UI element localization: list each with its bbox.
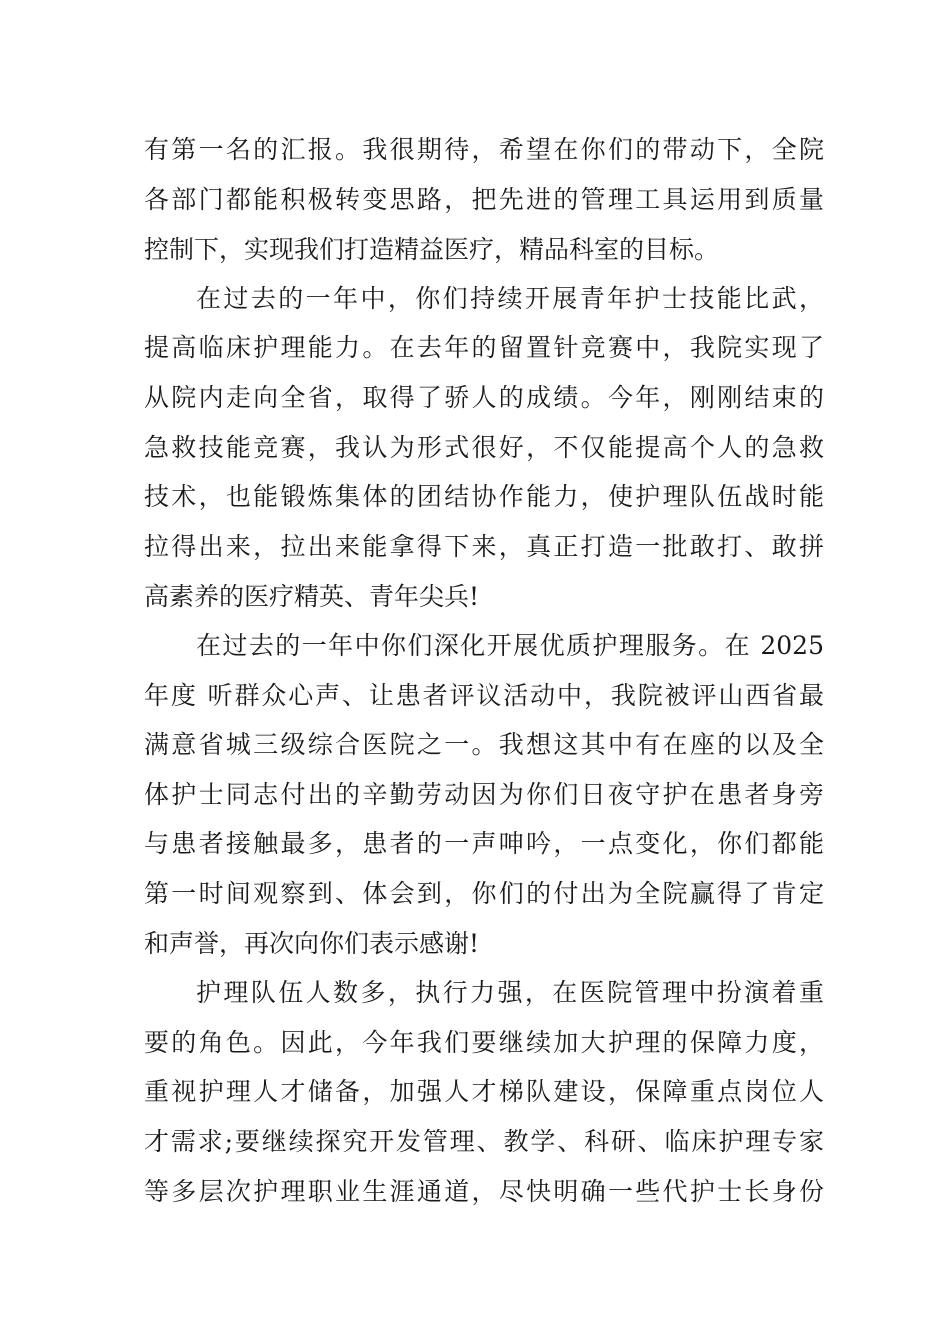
- text-line: 拉得出来，拉出来能拿得下来，真正打造一批敢打、敢拼: [144, 532, 824, 561]
- text-line: 有第一名的汇报。我很期待，希望在你们的带动下，全院: [144, 135, 824, 164]
- text-line: 年度 听群众心声、让患者评议活动中，我院被评山西省最: [144, 681, 824, 710]
- text-line: 从院内走向全省，取得了骄人的成绩。今年，刚刚结束的: [144, 383, 824, 412]
- text-line: 和声誉，再次向你们表示感谢!: [144, 929, 480, 958]
- text-line: 满意省城三级综合医院之一。我想这其中有在座的以及全: [144, 730, 824, 759]
- text-line: 高素养的医疗精英、青年尖兵!: [144, 582, 480, 611]
- text-line: 各部门都能积极转变思路，把先进的管理工具运用到质量: [144, 185, 824, 214]
- text-line: 控制下，实现我们打造精益医疗，精品科室的目标。: [144, 235, 720, 264]
- text-line: 重视护理人才储备，加强人才梯队建设，保障重点岗位人: [144, 1077, 824, 1106]
- paragraph-first-line: 在过去的一年中，你们持续开展青年护士技能比武，: [196, 284, 824, 313]
- text-line: 要的角色。因此，今年我们要继续加大护理的保障力度，: [144, 1028, 824, 1057]
- text-line: 第一时间观察到、体会到，你们的付出为全院赢得了肯定: [144, 879, 824, 908]
- text-line: 提高临床护理能力。在去年的留置针竞赛中，我院实现了: [144, 333, 824, 362]
- text-line: 才需求;要继续探究开发管理、教学、科研、临床护理专家: [144, 1127, 824, 1156]
- text-line: 技术，也能锻炼集体的团结协作能力，使护理队伍战时能: [144, 482, 824, 511]
- text-line: 与患者接触最多，患者的一声呻吟，一点变化，你们都能: [144, 829, 824, 858]
- text-line: 急救技能竞赛，我认为形式很好，不仅能提高个人的急救: [144, 433, 824, 462]
- paragraph-first-line: 护理队伍人数多，执行力强，在医院管理中扮演着重: [196, 978, 824, 1007]
- paragraph-first-line: 在过去的一年中你们深化开展优质护理服务。在 2025: [196, 631, 824, 660]
- text-line: 等多层次护理职业生涯通道，尽快明确一些代护士长身份: [144, 1177, 824, 1206]
- text-line: 体护士同志付出的辛勤劳动因为你们日夜守护在患者身旁: [144, 780, 824, 809]
